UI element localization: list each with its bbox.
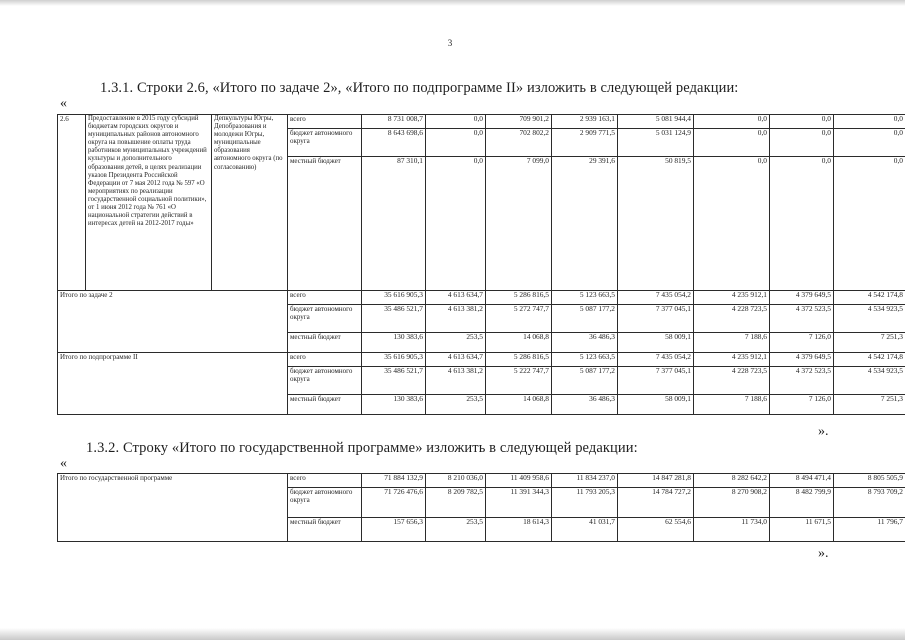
value-cell: 14 784 727,2 xyxy=(618,488,694,518)
funding-label: бюджет автономного округа xyxy=(288,305,362,333)
value-cell: 4 613 634,7 xyxy=(426,353,486,367)
value-cell: 0,0 xyxy=(770,115,834,129)
value-cell: 0,0 xyxy=(770,157,834,291)
value-cell: 4 372 523,5 xyxy=(770,305,834,333)
value-cell: 41 031,7 xyxy=(552,518,618,542)
value-cell: 5 272 747,7 xyxy=(486,305,552,333)
funding-label: всего xyxy=(288,115,362,129)
value-cell: 4 542 174,8 xyxy=(834,353,905,367)
funding-label: всего xyxy=(288,291,362,305)
value-cell: 0,0 xyxy=(426,115,486,129)
value-cell: 0,0 xyxy=(834,129,905,157)
value-cell: 8 731 008,7 xyxy=(362,115,426,129)
value-cell: 253,5 xyxy=(426,395,486,415)
value-cell: 7 251,3 xyxy=(834,395,905,415)
value-cell: 7 188,6 xyxy=(694,333,770,353)
value-cell: 709 901,2 xyxy=(486,115,552,129)
funding-label: всего xyxy=(288,474,362,488)
value-cell: 8 482 799,9 xyxy=(770,488,834,518)
value-cell: 35 486 521,7 xyxy=(362,367,426,395)
value-cell: 4 613 381,2 xyxy=(426,305,486,333)
value-cell: 8 282 642,2 xyxy=(694,474,770,488)
value-cell: 253,5 xyxy=(426,333,486,353)
value-cell: 253,5 xyxy=(426,518,486,542)
value-cell: 36 486,3 xyxy=(552,395,618,415)
value-cell: 5 222 747,7 xyxy=(486,367,552,395)
value-cell: 7 188,6 xyxy=(694,395,770,415)
value-cell: 4 228 723,5 xyxy=(694,305,770,333)
value-cell: 11 734,0 xyxy=(694,518,770,542)
value-cell: 7 251,3 xyxy=(834,333,905,353)
value-cell: 4 235 912,1 xyxy=(694,291,770,305)
value-cell: 14 068,8 xyxy=(486,333,552,353)
section-2-table xyxy=(57,473,905,542)
section-1-open-quote: « xyxy=(60,96,67,111)
value-cell: 157 656,3 xyxy=(362,518,426,542)
value-cell: 18 614,3 xyxy=(486,518,552,542)
value-cell: 4 235 912,1 xyxy=(694,353,770,367)
task-total-title: Итого по задаче 2 xyxy=(58,291,288,353)
value-cell: 5 286 816,5 xyxy=(486,291,552,305)
value-cell: 702 802,2 xyxy=(486,129,552,157)
row-description: Предоставление в 2015 году субсидий бюджетам городских округов и муниципальных районов автономного округа на повышение оплаты труда работников муниципальных учреждений культуры и дополнительного образования детей, в целях реализации указов Президента Российской Федерации от 7 мая 2012 года № 597 «О мероприятиях по реализации государственной социальной политики», от 1 июня 2012 года № 761 «О национальной стратегии действий в интересах детей на 2012-2017 годы» xyxy=(86,115,212,291)
value-cell: 7 435 054,2 xyxy=(618,291,694,305)
value-cell: 5 123 663,5 xyxy=(552,353,618,367)
value-cell: 14 847 281,8 xyxy=(618,474,694,488)
value-cell: 0,0 xyxy=(694,129,770,157)
value-cell: 50 819,5 xyxy=(618,157,694,291)
section-1-close-quote: ». xyxy=(818,424,829,439)
value-cell: 4 372 523,5 xyxy=(770,367,834,395)
table-row xyxy=(58,291,905,305)
value-cell: 4 542 174,8 xyxy=(834,291,905,305)
value-cell: 0,0 xyxy=(694,115,770,129)
value-cell: 7 377 045,1 xyxy=(618,305,694,333)
value-cell: 7 126,0 xyxy=(770,395,834,415)
value-cell: 0,0 xyxy=(426,157,486,291)
value-cell: 5 087 177,2 xyxy=(552,305,618,333)
value-cell: 8 643 698,6 xyxy=(362,129,426,157)
value-cell: 5 123 663,5 xyxy=(552,291,618,305)
value-cell: 4 613 634,7 xyxy=(426,291,486,305)
value-cell: 0,0 xyxy=(834,115,905,129)
value-cell: 7 377 045,1 xyxy=(618,367,694,395)
value-cell: 35 616 905,3 xyxy=(362,353,426,367)
funding-label: бюджет автономного округа xyxy=(288,129,362,157)
section-1-heading: 1.3.1. Строки 2.6, «Итого по задаче 2», «Итого по подпрограмме II» изложить в следующей редакции: xyxy=(100,80,739,96)
subprogram-total-title: Итого по подпрограмме II xyxy=(58,353,288,415)
value-cell: 58 009,1 xyxy=(618,333,694,353)
value-cell: 8 270 908,2 xyxy=(694,488,770,518)
funding-label: местный бюджет xyxy=(288,518,362,542)
page-number: 3 xyxy=(447,38,453,48)
value-cell: 11 391 344,3 xyxy=(486,488,552,518)
value-cell: 8 209 782,5 xyxy=(426,488,486,518)
value-cell: 8 210 036,0 xyxy=(426,474,486,488)
section-2-heading: 1.3.2. Строку «Итого по государственной программе» изложить в следующей редакции: xyxy=(86,440,638,456)
value-cell: 7 126,0 xyxy=(770,333,834,353)
value-cell: 4 379 649,5 xyxy=(770,353,834,367)
table-row xyxy=(58,115,905,129)
value-cell: 7 435 054,2 xyxy=(618,353,694,367)
value-cell: 5 031 124,9 xyxy=(618,129,694,157)
row-code: 2.6 xyxy=(58,115,86,291)
table-row xyxy=(58,353,905,367)
value-cell: 0,0 xyxy=(694,157,770,291)
value-cell: 35 616 905,3 xyxy=(362,291,426,305)
funding-label: местный бюджет xyxy=(288,395,362,415)
funding-label: местный бюджет xyxy=(288,157,362,291)
value-cell: 5 087 177,2 xyxy=(552,367,618,395)
value-cell: 11 834 237,0 xyxy=(552,474,618,488)
value-cell: 8 494 471,4 xyxy=(770,474,834,488)
value-cell: 4 534 923,5 xyxy=(834,367,905,395)
value-cell: 0,0 xyxy=(770,129,834,157)
funding-label: всего xyxy=(288,353,362,367)
value-cell: 87 310,1 xyxy=(362,157,426,291)
value-cell: 14 068,8 xyxy=(486,395,552,415)
value-cell: 58 009,1 xyxy=(618,395,694,415)
scan-top-edge xyxy=(0,0,905,6)
value-cell: 4 379 649,5 xyxy=(770,291,834,305)
value-cell: 29 391,6 xyxy=(552,157,618,291)
section-1-table xyxy=(57,114,905,415)
value-cell: 2 909 771,5 xyxy=(552,129,618,157)
value-cell: 62 554,6 xyxy=(618,518,694,542)
value-cell: 4 534 923,5 xyxy=(834,305,905,333)
scan-bottom-edge xyxy=(0,628,905,640)
value-cell: 36 486,3 xyxy=(552,333,618,353)
section-2-close-quote: ». xyxy=(818,546,829,561)
program-total-title: Итого по государственной программе xyxy=(58,474,288,542)
value-cell: 5 081 944,4 xyxy=(618,115,694,129)
value-cell: 0,0 xyxy=(426,129,486,157)
value-cell: 7 099,0 xyxy=(486,157,552,291)
value-cell: 0,0 xyxy=(834,157,905,291)
value-cell: 2 939 163,1 xyxy=(552,115,618,129)
value-cell: 11 796,7 xyxy=(834,518,905,542)
value-cell: 5 286 816,5 xyxy=(486,353,552,367)
funding-label: местный бюджет xyxy=(288,333,362,353)
row-executor: Депкультуры Югры, Депобразования и молодежи Югры, муниципальные образования автономного округа (по согласованию) xyxy=(212,115,288,291)
value-cell: 11 671,5 xyxy=(770,518,834,542)
value-cell: 130 383,6 xyxy=(362,395,426,415)
value-cell: 8 805 505,9 xyxy=(834,474,905,488)
value-cell: 11 409 958,6 xyxy=(486,474,552,488)
table-row xyxy=(58,474,905,488)
funding-label: бюджет автономного округа xyxy=(288,367,362,395)
value-cell: 8 793 709,2 xyxy=(834,488,905,518)
value-cell: 130 383,6 xyxy=(362,333,426,353)
value-cell: 4 613 381,2 xyxy=(426,367,486,395)
value-cell: 71 884 132,9 xyxy=(362,474,426,488)
value-cell: 71 726 476,6 xyxy=(362,488,426,518)
value-cell: 4 228 723,5 xyxy=(694,367,770,395)
value-cell: 35 486 521,7 xyxy=(362,305,426,333)
section-2-open-quote: « xyxy=(60,456,67,471)
value-cell: 11 793 205,3 xyxy=(552,488,618,518)
funding-label: бюджет автономного округа xyxy=(288,488,362,518)
